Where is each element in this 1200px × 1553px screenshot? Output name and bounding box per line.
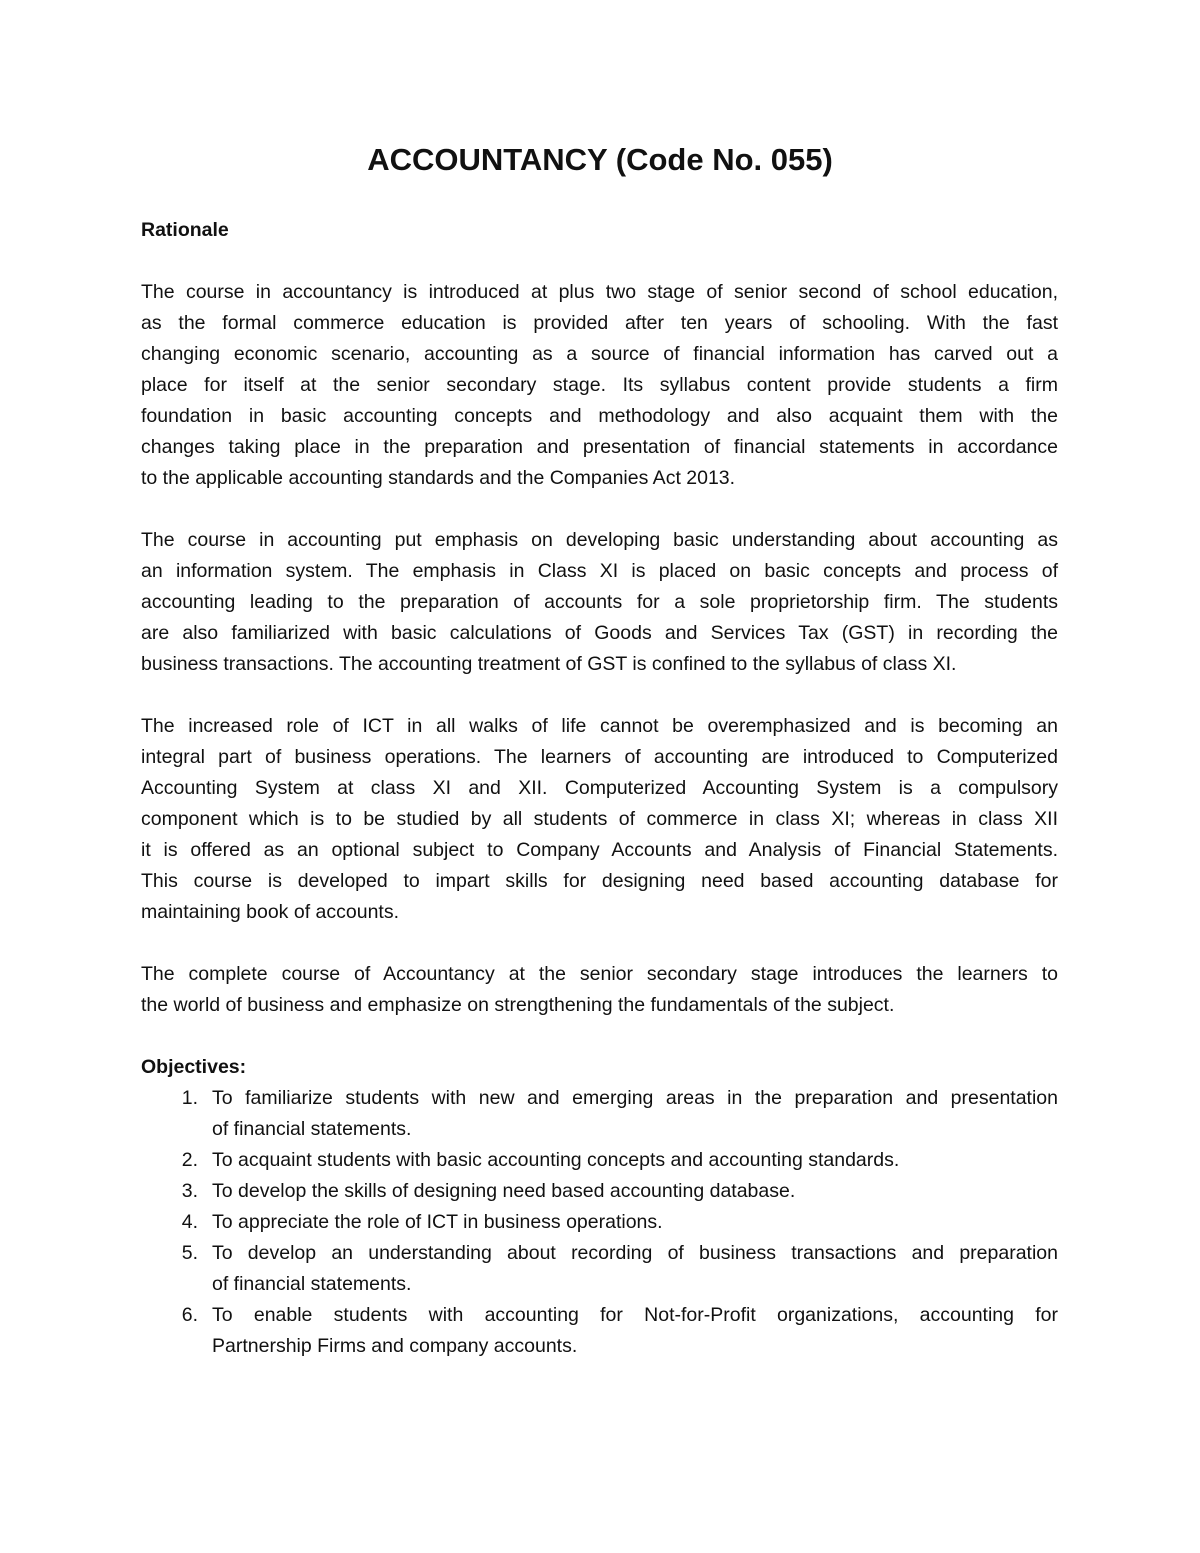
objectives-list — [141, 1083, 1058, 1362]
text-line: To appreciate the role of ICT in business operations. — [212, 1211, 663, 1233]
text-line: it is offered as an optional subject to Company Accounts and Analysis of Financial Statements. — [141, 839, 1058, 861]
text-line: integral part of business operations. The learners of accounting are introduced to Computerized — [141, 746, 1058, 768]
text-line: The course in accounting put emphasis on developing basic understanding about accounting as — [141, 529, 1058, 551]
text-line: The course in accountancy is introduced at plus two stage of senior second of school education, — [141, 281, 1058, 303]
text-line: This course is developed to impart skills for designing need based accounting database for — [141, 870, 1058, 892]
text-line: The increased role of ICT in all walks of life cannot be overemphasized and is becoming an — [141, 715, 1058, 737]
objectives-heading: Objectives: — [141, 1056, 247, 1078]
objective-text — [212, 1238, 1058, 1300]
document-body — [141, 215, 1058, 1362]
text-line: place for itself at the senior secondary stage. Its syllabus content provide students a firm — [141, 374, 1058, 396]
text-line: changing economic scenario, accounting as a source of financial information has carved out a — [141, 343, 1058, 365]
objective-item — [141, 1238, 1058, 1300]
text-line: The complete course of Accountancy at the senior secondary stage introduces the learners to — [141, 963, 1058, 985]
objective-text — [212, 1300, 1058, 1362]
text-line: accounting leading to the preparation of accounts for a sole proprietorship firm. The students — [141, 591, 1058, 613]
objective-item — [141, 1176, 1058, 1207]
objective-number: 1. — [181, 1087, 198, 1109]
objective-number: 5. — [181, 1242, 198, 1264]
text-line: component which is to be studied by all students of commerce in class XI; whereas in class XII — [141, 808, 1058, 830]
objective-text — [212, 1083, 1058, 1145]
objective-text — [212, 1176, 1058, 1207]
objective-item — [141, 1145, 1058, 1176]
text-line: To acquaint students with basic accounting concepts and accounting standards. — [212, 1149, 900, 1171]
objective-text — [212, 1207, 1058, 1238]
objective-item — [141, 1300, 1058, 1362]
objective-item — [141, 1207, 1058, 1238]
objective-number: 3. — [181, 1180, 198, 1202]
text-line: changes taking place in the preparation and presentation of financial statements in accordance — [141, 436, 1058, 458]
text-line: To familiarize students with new and emerging areas in the preparation and presentation — [212, 1087, 1058, 1109]
text-line: foundation in basic accounting concepts and methodology and also acquaint them with the — [141, 405, 1058, 427]
objective-text — [212, 1145, 1058, 1176]
paragraph — [141, 277, 1058, 494]
document-title: ACCOUNTANCY (Code No. 055) — [367, 142, 833, 177]
objective-number: 6. — [181, 1304, 198, 1326]
objective-number: 4. — [181, 1211, 198, 1233]
text-line: as the formal commerce education is provided after ten years of schooling. With the fast — [141, 312, 1058, 334]
paragraph — [141, 959, 1058, 1021]
text-line: an information system. The emphasis in Class XI is placed on basic concepts and process of — [141, 560, 1058, 582]
text-line: Partnership Firms and company accounts. — [212, 1335, 578, 1357]
paragraph — [141, 711, 1058, 928]
text-line: of financial statements. — [212, 1118, 412, 1140]
text-line: of financial statements. — [212, 1273, 412, 1295]
text-line: business transactions. The accounting treatment of GST is confined to the syllabus of class XI. — [141, 653, 957, 675]
rationale-paragraphs — [141, 277, 1058, 1021]
text-line: to the applicable accounting standards and the Companies Act 2013. — [141, 467, 736, 489]
text-line: are also familiarized with basic calculations of Goods and Services Tax (GST) in recording the — [141, 622, 1058, 644]
text-line: To develop an understanding about recording of business transactions and preparation — [212, 1242, 1058, 1264]
text-line: maintaining book of accounts. — [141, 901, 399, 923]
text-line: Accounting System at class XI and XII. Computerized Accounting System is a compulsory — [141, 777, 1058, 799]
paragraph — [141, 525, 1058, 680]
rationale-heading: Rationale — [141, 219, 229, 241]
objective-number: 2. — [181, 1149, 198, 1171]
text-line: To enable students with accounting for Not-for-Profit organizations, accounting for — [212, 1304, 1058, 1326]
text-line: the world of business and emphasize on strengthening the fundamentals of the subject. — [141, 994, 895, 1016]
objective-item — [141, 1083, 1058, 1145]
text-line: To develop the skills of designing need based accounting database. — [212, 1180, 796, 1202]
